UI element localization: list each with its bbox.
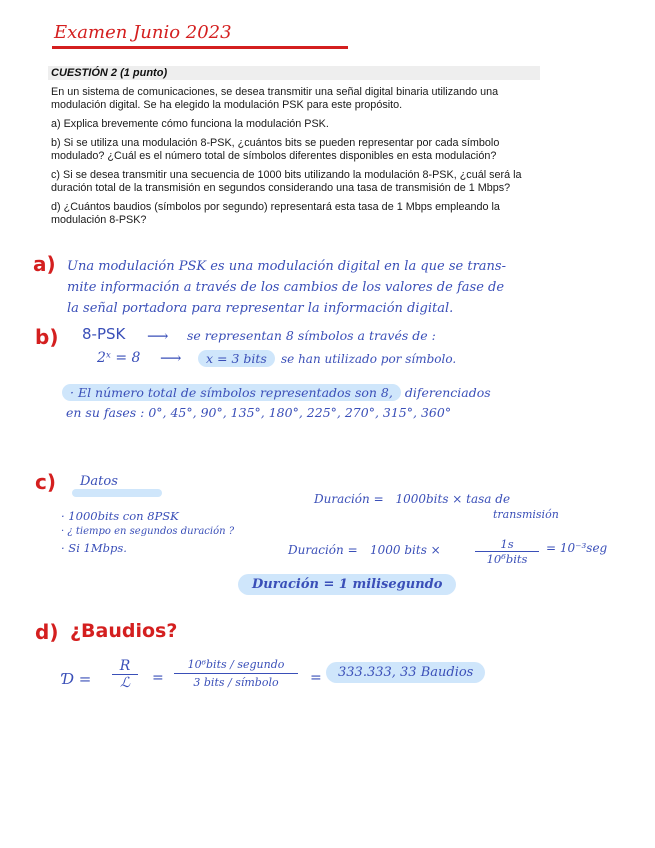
title-underline [52, 46, 348, 49]
answer-b-result: x = 3 bits [198, 350, 275, 367]
answer-c-formula: Duración = 1000bits × tasa de [314, 492, 511, 506]
datos-highlight [72, 489, 162, 497]
question-b: b) Si se utiliza una modulación 8-PSK, ¿cuántos bits se pueden representar por cada símbolo modulado? ¿Cuál es el número total de símbolos diferentes disponibles en esta modulación? [51, 137, 500, 162]
arrow-icon: ⟶ [160, 349, 182, 367]
answer-d-title: ¿Baudios? [70, 620, 178, 642]
answer-a-text: Una modulación PSK es una modulación digital en la que se trans- mite información a través de los cambios de los valores de fase de la señal portadora para representar la información digital. [67, 259, 506, 316]
question-d: d) ¿Cuántos baudios (símbolos por segundo) representará esta tasa de 1 Mbps empleando la modulación 8-PSK? [51, 201, 500, 226]
arrow-icon: ⟶ [147, 327, 169, 345]
answer-d-eq: = [152, 670, 164, 686]
answer-d-lhs: Ɗ = [62, 670, 92, 688]
answer-d-label: d) [35, 620, 59, 644]
answer-c-formula-tail: transmisión [493, 508, 559, 521]
question-intro: En un sistema de comunicaciones, se desea transmitir una señal digital binaria utilizando una modulación digital. Se ha elegido la modulación PSK para este propósito. [51, 86, 499, 111]
question-c: c) Si se desea transmitir una secuencia de 1000 bits utilizando la modulación 8-PSK, ¿cuál será la duración total de la transmisión en segundos considerando una tasa de transmisión de 1 Mbps? [51, 169, 522, 194]
answer-b-8psk: 8-PSK [82, 325, 126, 343]
question-heading: CUESTIÓN 2 (1 punto) [51, 67, 168, 79]
answer-c-calc-result: = 10⁻³seg [546, 541, 608, 555]
answer-b-label: b) [35, 325, 59, 349]
exam-title: Examen Junio 2023 [54, 22, 232, 43]
answer-c-bullets: · 1000bits con 8PSK · ¿ tiempo en segundos duración ? · Si 1Mbps. [61, 509, 235, 555]
answer-b-eq-tail: se han utilizado por símbolo. [281, 352, 457, 366]
answer-b-equation: 2ˣ = 8 [97, 350, 141, 366]
answer-d-r-fraction: R ℒ [112, 658, 138, 691]
answer-a-label: a) [33, 252, 56, 276]
answer-d-fraction: 10⁶bits / segundo 3 bits / símbolo [174, 658, 298, 689]
answer-c-label: c) [35, 470, 56, 494]
answer-c-calc-lhs: Duración = [288, 543, 358, 557]
answer-d-result: 333.333, 33 Baudios [326, 662, 485, 683]
answer-c-final: Duración = 1 milisegundo [238, 574, 456, 595]
answer-c-datos: Datos [80, 474, 118, 489]
answer-d-eq2: = [310, 670, 322, 686]
answer-b-bullet: · El número total de símbolos representados son 8, diferenciados [62, 385, 491, 400]
question-a: a) Explica brevemente cómo funciona la modulación PSK. [51, 118, 329, 130]
answer-c-calc-mid: 1000 bits × [370, 543, 441, 557]
answer-b-phases: en su fases : 0°, 45°, 90°, 135°, 180°, 225°, 270°, 315°, 360° [66, 405, 452, 420]
answer-c-fraction: 1s 10⁶bits [475, 537, 539, 566]
answer-b-line1: se representan 8 símbolos a través de : [187, 328, 436, 343]
